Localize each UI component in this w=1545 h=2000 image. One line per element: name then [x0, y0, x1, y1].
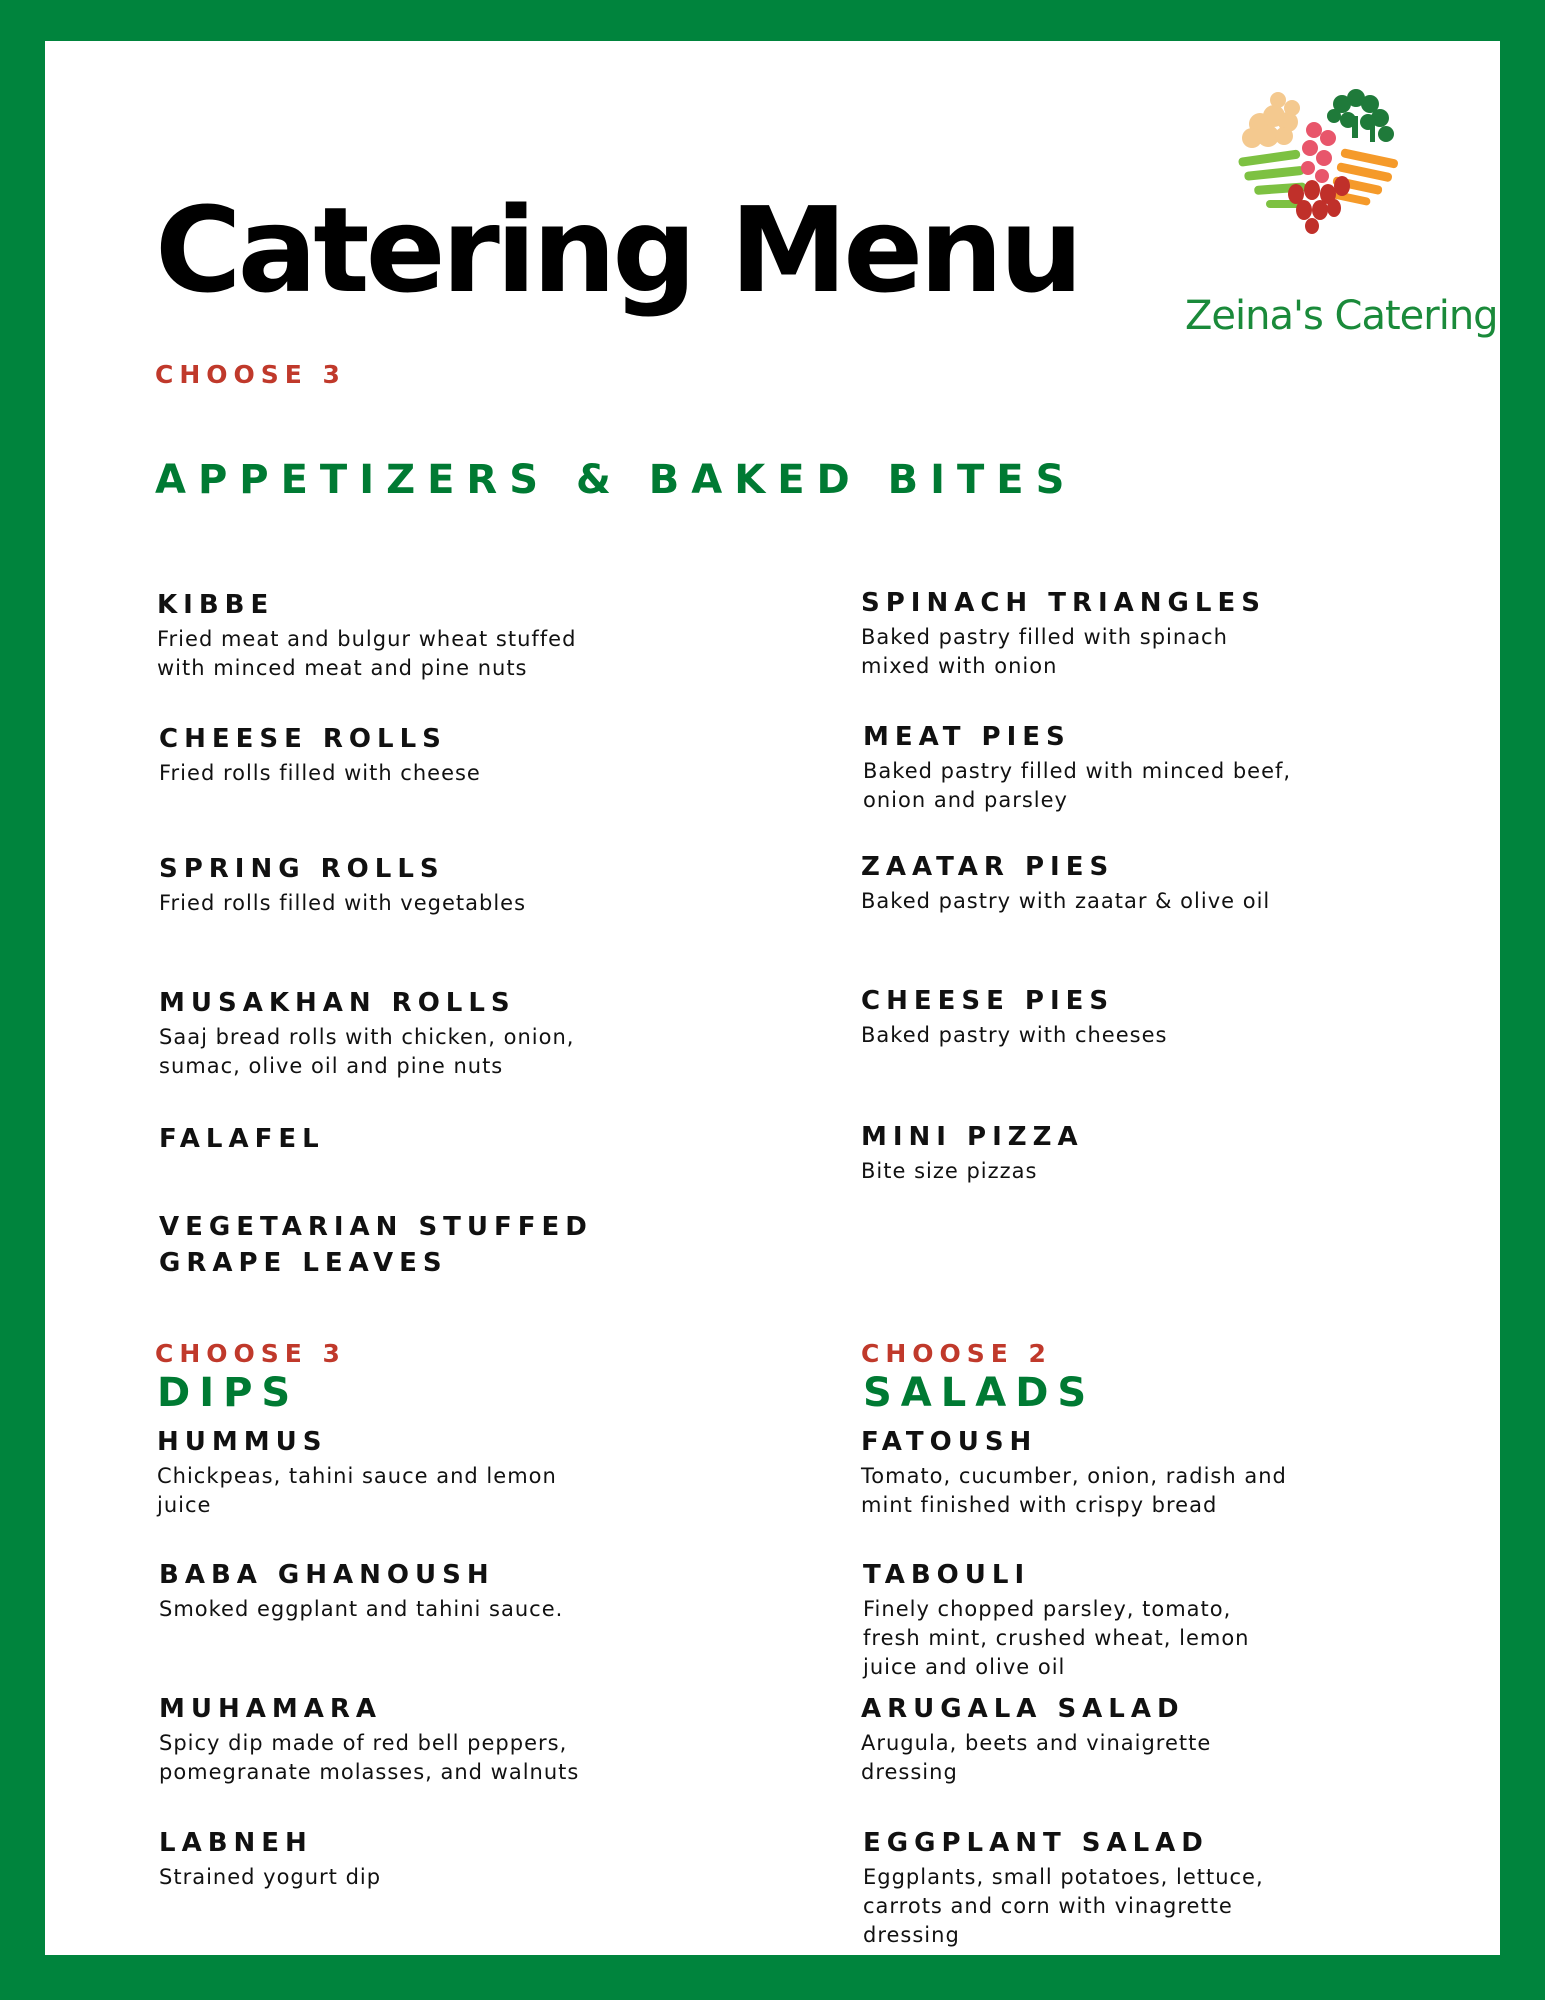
menu-item: [159, 985, 679, 1081]
item-description: Saaj bread rolls with chicken, onion, sumac, olive oil and pine nuts: [159, 1025, 575, 1078]
appetizers-choose-label: CHOOSE 3: [155, 360, 346, 389]
dips-choose-label: CHOOSE 3: [155, 1339, 346, 1368]
salads-choose-label: CHOOSE 2: [861, 1339, 1052, 1368]
menu-item: [159, 1557, 679, 1624]
item-name: CHEESE PIES: [861, 986, 1115, 1016]
menu-item: [159, 1825, 679, 1892]
item-description: Smoked eggplant and tahini sauce.: [159, 1597, 564, 1621]
menu-item: [863, 1557, 1383, 1682]
menu-item: [159, 1121, 679, 1157]
menu-item: [863, 1825, 1383, 1950]
item-description: Eggplants, small potatoes, lettuce, carrots and corn with vinagrette dressing: [863, 1865, 1264, 1947]
item-name: LABNEH: [159, 1828, 313, 1858]
menu-item: [861, 1119, 1381, 1186]
item-name: VEGETARIAN STUFFED GRAPE LEAVES: [159, 1212, 593, 1278]
item-description: Baked pastry with zaatar & olive oil: [861, 889, 1271, 913]
menu-item: [861, 849, 1381, 916]
item-name: SPRING ROLLS: [159, 854, 445, 884]
item-name: HUMMUS: [157, 1427, 328, 1457]
menu-item: [861, 585, 1381, 681]
menu-item: [159, 1691, 679, 1787]
dips-heading: DIPS: [157, 1370, 300, 1416]
menu-item: [863, 719, 1383, 815]
appetizers-heading: APPETIZERS & BAKED BITES: [155, 457, 1077, 503]
item-description: Baked pastry filled with spinach mixed with onion: [861, 625, 1228, 678]
item-name: BABA GHANOUSH: [159, 1560, 495, 1590]
brand-logo: [1185, 86, 1515, 346]
item-description: Chickpeas, tahini sauce and lemon juice: [157, 1464, 557, 1517]
item-description: Bite size pizzas: [861, 1159, 1038, 1183]
menu-item: [159, 1209, 599, 1281]
item-description: Baked pastry filled with minced beef, onion and parsley: [863, 759, 1292, 812]
menu-page: [45, 41, 1500, 1955]
item-name: KIBBE: [157, 590, 275, 620]
menu-item: [861, 1424, 1381, 1520]
item-description: Finely chopped parsley, tomato, fresh mint, crushed wheat, lemon juice and olive oil: [863, 1597, 1250, 1679]
item-description: Strained yogurt dip: [159, 1865, 382, 1889]
menu-item: [159, 721, 679, 788]
menu-item: [157, 587, 677, 683]
item-description: Spicy dip made of red bell peppers, pomegranate molasses, and walnuts: [159, 1731, 580, 1784]
item-name: MEAT PIES: [863, 722, 1071, 752]
page-title: Catering Menu: [155, 181, 1080, 319]
item-name: SPINACH TRIANGLES: [861, 588, 1266, 618]
item-description: Tomato, cucumber, onion, radish and mint finished with crispy bread: [861, 1464, 1287, 1517]
item-name: FATOUSH: [861, 1427, 1038, 1457]
item-name: ARUGALA SALAD: [861, 1694, 1185, 1724]
item-description: Baked pastry with cheeses: [861, 1023, 1168, 1047]
item-name: MUHAMARA: [159, 1694, 383, 1724]
item-name: EGGPLANT SALAD: [863, 1828, 1209, 1858]
brand-name: Zeina's Catering: [1185, 293, 1498, 339]
menu-item: [159, 851, 679, 918]
item-description: Arugula, beets and vinaigrette dressing: [861, 1731, 1212, 1784]
vegetable-heart-icon: [1230, 86, 1410, 236]
item-name: MINI PIZZA: [861, 1122, 1084, 1152]
item-description: Fried rolls filled with cheese: [159, 761, 481, 785]
item-description: Fried rolls filled with vegetables: [159, 891, 527, 915]
item-name: FALAFEL: [159, 1124, 325, 1154]
menu-item: [861, 1691, 1381, 1787]
item-name: MUSAKHAN ROLLS: [159, 988, 516, 1018]
salads-heading: SALADS: [863, 1370, 1096, 1416]
item-name: TABOULI: [863, 1560, 1031, 1590]
item-name: ZAATAR PIES: [861, 852, 1115, 882]
menu-item: [861, 983, 1381, 1050]
item-name: CHEESE ROLLS: [159, 724, 447, 754]
menu-item: [157, 1424, 677, 1520]
item-description: Fried meat and bulgur wheat stuffed with minced meat and pine nuts: [157, 627, 577, 680]
